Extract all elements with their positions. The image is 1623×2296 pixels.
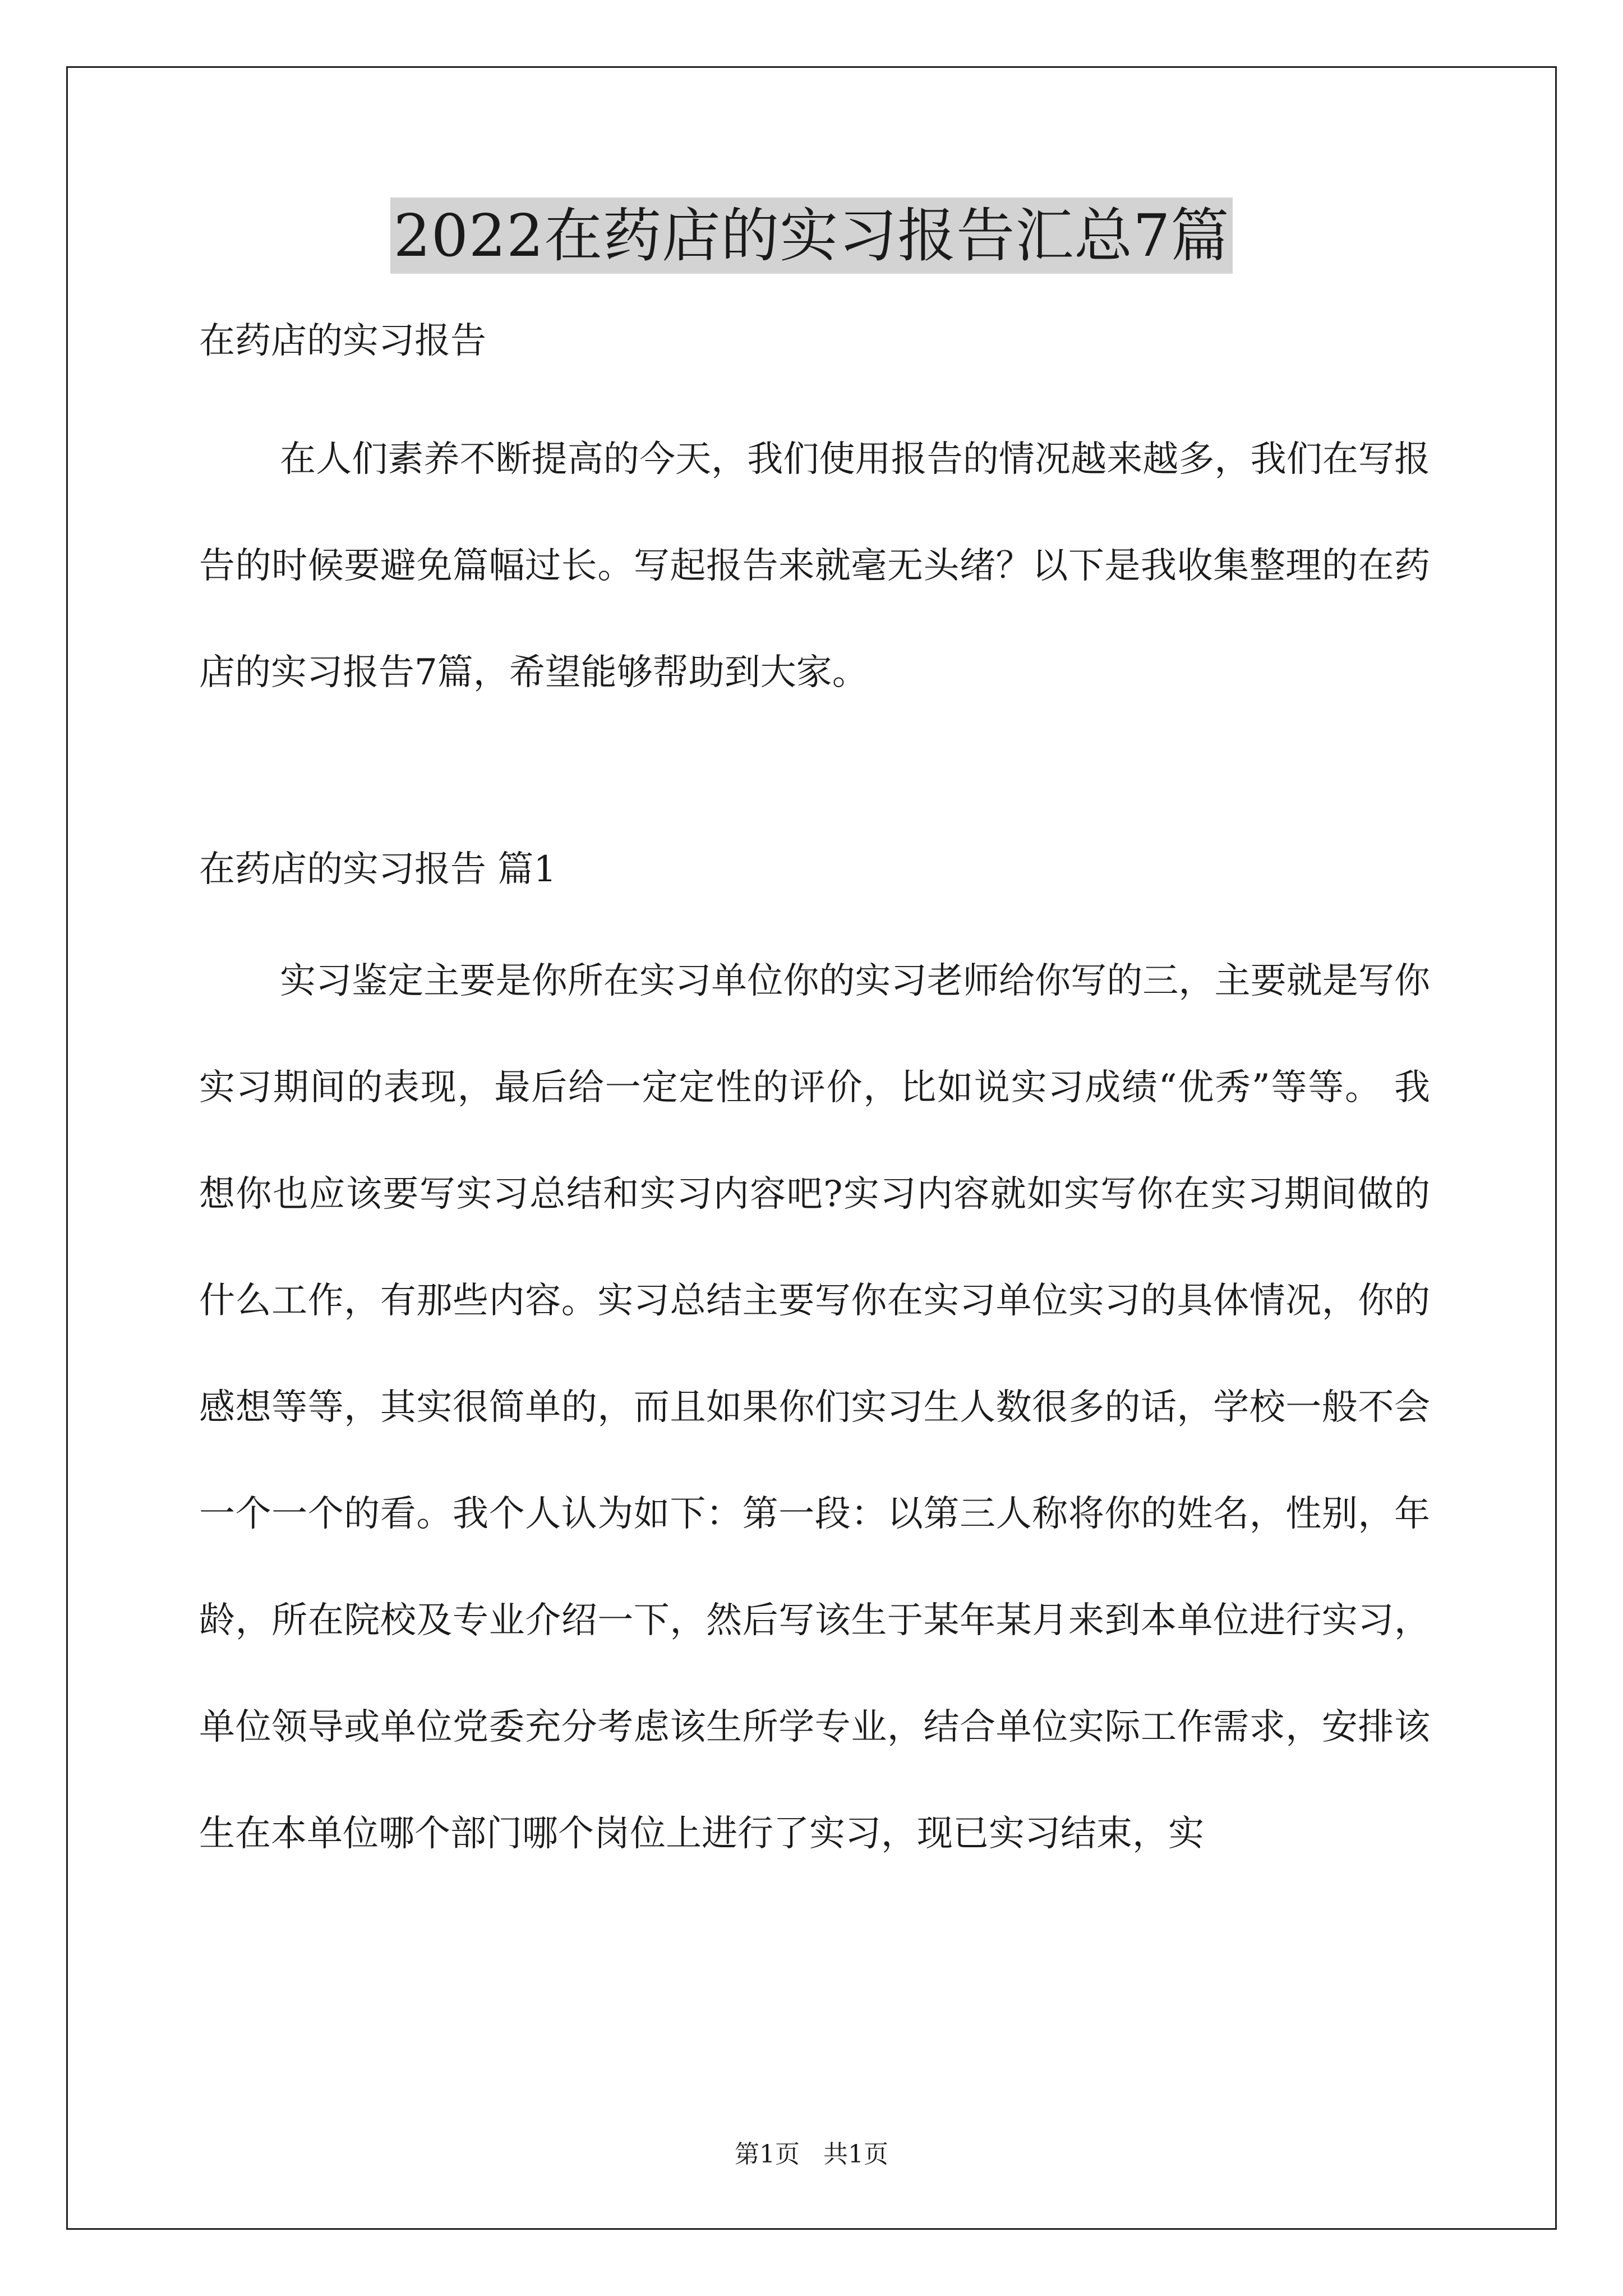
section-1-paragraph: 实习鉴定主要是你所在实习单位你的实习老师给你写的三，主要就是写你实习期间的表现，最后给一定定性的评价，比如说实习成绩“优秀”等等。 我想你也应该要写实习总结和实习内容吧?实习内容就如实写你在实习期间做的什么工作，有那些内容。实习总结主要写你在实习单位实习的具体情况，你的感想等等，其实很简单的，而且如果你们实习生人数很多的话，学校一般不会一个一个的看。我个人认为如下：第一段：以第三人称将你的姓名，性别，年龄，所在院校及专业介绍一下，然后写该生于某年某月来到本单位进行实习，单位领导或单位党委充分考虑该生所学专业，结合单位实际工作需求，安排该生在本单位哪个部门哪个岗位上进行了实习，现已实习结束，实 bbox=[199, 960, 1430, 1855]
document-body bbox=[199, 314, 1430, 1887]
page-footer: 第1页 共1页 bbox=[735, 2140, 888, 2169]
section-heading-intro: 在药店的实习报告 bbox=[199, 320, 486, 362]
title-container bbox=[0, 197, 1623, 274]
intro-paragraph: 在人们素养不断提高的今天，我们使用报告的情况越来越多，我们在写报告的时候要避免篇幅过长。写起报告来就毫无头绪？以下是我收集整理的在药店的实习报告7篇，希望能够帮助到大家。 bbox=[199, 439, 1430, 693]
section-heading-1: 在药店的实习报告 篇1 bbox=[199, 849, 557, 890]
document-title: 2022在药店的实习报告汇总7篇 bbox=[390, 197, 1233, 274]
